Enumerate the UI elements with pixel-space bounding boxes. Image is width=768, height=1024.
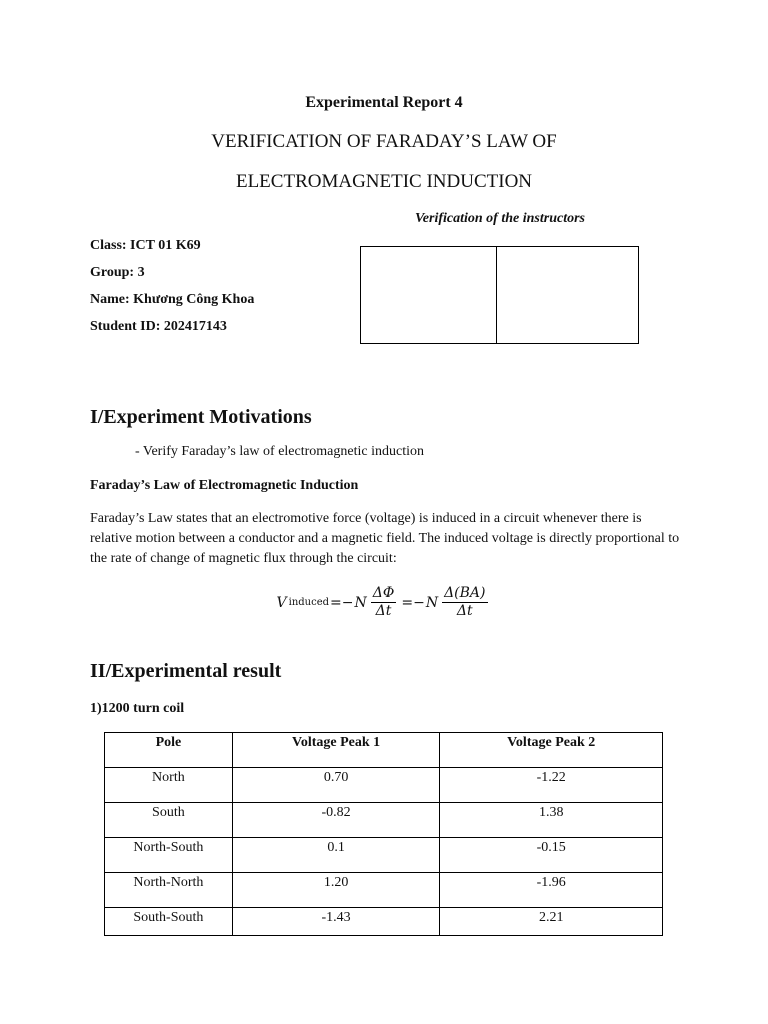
table-cell: -1.22 <box>440 768 663 803</box>
table-header-cell: Voltage Peak 2 <box>440 733 663 768</box>
fraction-1-numerator: ΔΦ <box>372 585 395 601</box>
table-header-cell: Pole <box>105 733 233 768</box>
formula-v: V <box>276 594 287 611</box>
verification-label: Verification of the instructors <box>415 211 585 226</box>
table-header-cell: Voltage Peak 1 <box>232 733 440 768</box>
formula-equals-2: =− <box>401 594 425 611</box>
table-cell: South <box>105 803 233 838</box>
table-cell: -0.15 <box>440 838 663 873</box>
table-cell: -1.96 <box>440 873 663 908</box>
table-cell: 0.1 <box>232 838 440 873</box>
table-cell: South-South <box>105 908 233 936</box>
table-row <box>105 803 663 838</box>
formula-equals-1: =− <box>330 594 354 611</box>
name-info: Name: Khương Công Khoa <box>90 292 255 307</box>
table-row <box>105 873 663 908</box>
signature-box-divider <box>496 247 497 343</box>
section2-heading: II/Experimental result <box>90 660 282 682</box>
table-cell: 0.70 <box>232 768 440 803</box>
table-cell: 1.20 <box>232 873 440 908</box>
section1-heading: I/Experiment Motivations <box>90 406 312 428</box>
formula-fraction-1 <box>371 585 397 620</box>
voltage-peak-table <box>104 732 663 936</box>
table-cell: North-North <box>105 873 233 908</box>
table-row <box>105 768 663 803</box>
faraday-law-subheading: Faraday’s Law of Electromagnetic Induction <box>90 478 359 493</box>
table-cell: 1.38 <box>440 803 663 838</box>
student-id-info: Student ID: 202417143 <box>90 319 227 334</box>
fraction-1-denominator: Δt <box>375 603 392 619</box>
formula-n-2: N <box>425 594 439 611</box>
report-title: Experimental Report 4 <box>305 94 463 111</box>
formula-fraction-2 <box>442 585 487 620</box>
instructor-signature-box <box>360 246 639 344</box>
main-title-line2: ELECTROMAGNETIC INDUCTION <box>235 171 533 192</box>
table-cell: 2.21 <box>440 908 663 936</box>
formula-subscript: induced <box>288 597 330 608</box>
table-cell: North <box>105 768 233 803</box>
formula-n-1: N <box>354 594 367 611</box>
fraction-2-denominator: Δt <box>456 603 473 619</box>
group-info: Group: 3 <box>90 265 145 280</box>
motivation-bullet: - Verify Faraday’s law of electromagnetic induction <box>135 444 424 459</box>
table-cell: North-South <box>105 838 233 873</box>
coil-subheading: 1)1200 turn coil <box>90 701 185 716</box>
faraday-formula <box>0 585 768 620</box>
table-header-row <box>105 733 663 768</box>
faraday-law-paragraph: Faraday’s Law states that an electromotive force (voltage) is induced in a circuit whenever there is relative motion between a conductor and a magnetic field. The induced voltage is directly proportional to the rate of change of magnetic flux through the circuit: <box>90 511 680 566</box>
main-title-line1: VERIFICATION OF FARADAY’S LAW OF <box>211 131 557 152</box>
class-info: Class: ICT 01 K69 <box>90 238 201 253</box>
fraction-2-numerator: Δ(BA) <box>444 585 486 601</box>
table-cell: -1.43 <box>232 908 440 936</box>
table-cell: -0.82 <box>232 803 440 838</box>
table-row <box>105 908 663 936</box>
table-row <box>105 838 663 873</box>
